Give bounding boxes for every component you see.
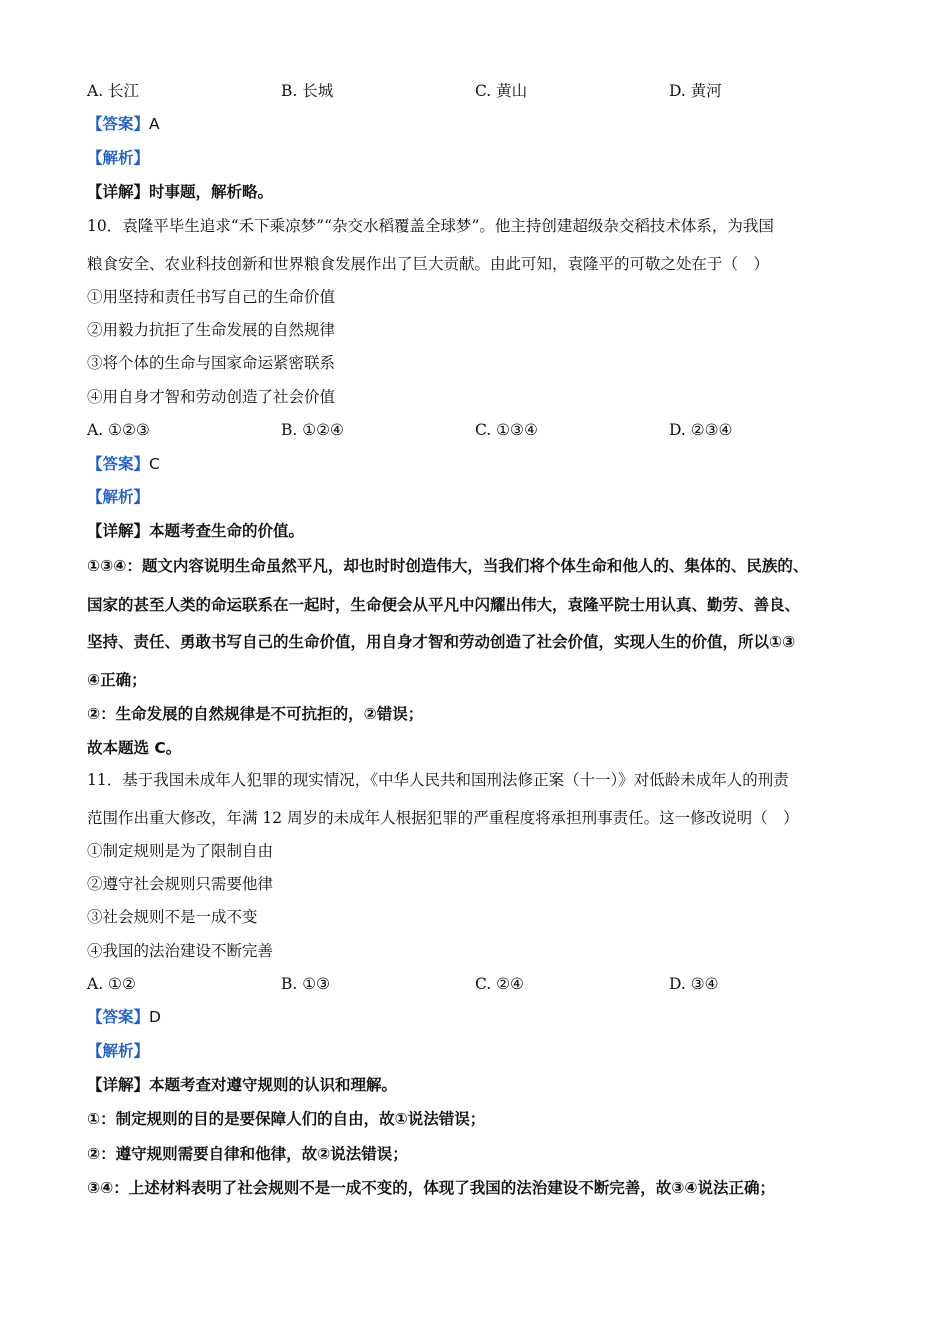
answer-tag: 【答案】	[87, 455, 150, 473]
analysis-tag: 【解析】	[87, 1042, 150, 1060]
detail-tag: 【详解】	[87, 522, 150, 540]
q10-stem-line-1: 10．袁隆平毕生追求“禾下乘凉梦”“杂交水稻覆盖全球梦”。他主持创建超级杂交稻技术体系，为我国	[87, 217, 774, 235]
q10-analysis	[87, 486, 149, 508]
detail-text: 本题考查生命的价值。	[149, 522, 305, 540]
answer-tag: 【答案】	[87, 115, 150, 133]
q9-option-c[interactable]: C. 黄山	[475, 82, 528, 100]
q10-item-1: ①用坚持和责任书写自己的生命价值	[87, 288, 336, 306]
answer-value: A	[149, 115, 160, 133]
q10-explain-line-2: 国家的甚至人类的命运联系在一起时，生命便会从平凡中闪耀出伟大，袁隆平院士用认真、勤劳、善良、	[87, 596, 801, 614]
q11-explain-line-2: ②：遵守规则需要自律和他律，故②说法错误；	[87, 1145, 408, 1163]
q11-option-b[interactable]: B. ①③	[281, 975, 331, 993]
q9-detail	[87, 181, 273, 203]
q11-stem-line-2: 范围作出重大修改，年满 12 周岁的未成年人根据犯罪的严重程度将承担刑事责任。这一修改说明（ ）	[87, 809, 799, 827]
answer-value: C	[149, 455, 160, 473]
q11-item-3: ③社会规则不是一成不变	[87, 908, 258, 926]
q10-explain-line-5: ②：生命发展的自然规律是不可抗拒的，②错误；	[87, 705, 424, 723]
q11-option-a[interactable]: A. ①②	[87, 975, 136, 993]
q10-explain-line-3: 坚持、责任、勇敢书写自己的生命价值，用自身才智和劳动创造了社会价值，实现人生的价值，所以①③	[87, 633, 796, 651]
q10-item-3: ③将个体的生命与国家命运紧密联系	[87, 354, 336, 372]
q9-option-a[interactable]: A. 长江	[87, 82, 140, 100]
q9-answer	[87, 113, 160, 135]
detail-tag: 【详解】	[87, 183, 150, 201]
q11-explain-line-1: ①：制定规则的目的是要保障人们的自由，故①说法错误；	[87, 1110, 486, 1128]
q10-option-d[interactable]: D. ②③④	[669, 421, 733, 439]
q10-option-c[interactable]: C. ①③④	[475, 421, 538, 439]
q10-item-2: ②用毅力抗拒了生命发展的自然规律	[87, 321, 336, 339]
q10-detail	[87, 520, 304, 542]
detail-tag: 【详解】	[87, 1076, 150, 1094]
answer-value: D	[149, 1008, 161, 1026]
q11-item-1: ①制定规则是为了限制自由	[87, 842, 274, 860]
detail-text: 时事题，解析略。	[149, 183, 274, 201]
answer-tag: 【答案】	[87, 1008, 150, 1026]
q10-conclusion: 故本题选 C。	[87, 739, 182, 757]
q11-option-d[interactable]: D. ③④	[669, 975, 719, 993]
analysis-tag: 【解析】	[87, 488, 150, 506]
q11-analysis	[87, 1040, 149, 1062]
q10-option-a[interactable]: A. ①②③	[87, 421, 150, 439]
q10-explain-line-4: ④正确；	[87, 671, 147, 689]
q9-option-d[interactable]: D. 黄河	[669, 82, 722, 100]
q10-explain-line-1: ①③④：题文内容说明生命虽然平凡，却也时时创造伟大，当我们将个体生命和他人的、集体的、民族的、	[87, 557, 809, 575]
q11-detail	[87, 1074, 397, 1096]
q9-analysis	[87, 147, 149, 169]
q10-item-4: ④用自身才智和劳动创造了社会价值	[87, 388, 336, 406]
detail-text: 本题考查对遵守规则的认识和理解。	[149, 1076, 398, 1094]
q11-item-4: ④我国的法治建设不断完善	[87, 942, 274, 960]
q11-answer	[87, 1006, 161, 1028]
q11-explain-line-3: ③④：上述材料表明了社会规则不是一成不变的，体现了我国的法治建设不断完善，故③④说法正确；	[87, 1179, 775, 1197]
q11-stem-line-1: 11．基于我国未成年人犯罪的现实情况，《中华人民共和国刑法修正案（十一）》对低龄未成年人的刑责	[87, 771, 789, 789]
q11-item-2: ②遵守社会规则只需要他律	[87, 875, 274, 893]
q10-stem-line-2: 粮食安全、农业科技创新和世界粮食发展作出了巨大贡献。由此可知，袁隆平的可敬之处在于（ ）	[87, 255, 770, 273]
analysis-tag: 【解析】	[87, 149, 150, 167]
q11-option-c[interactable]: C. ②④	[475, 975, 524, 993]
q9-option-b[interactable]: B. 长城	[281, 82, 334, 100]
q10-answer	[87, 453, 160, 475]
q10-option-b[interactable]: B. ①②④	[281, 421, 344, 439]
